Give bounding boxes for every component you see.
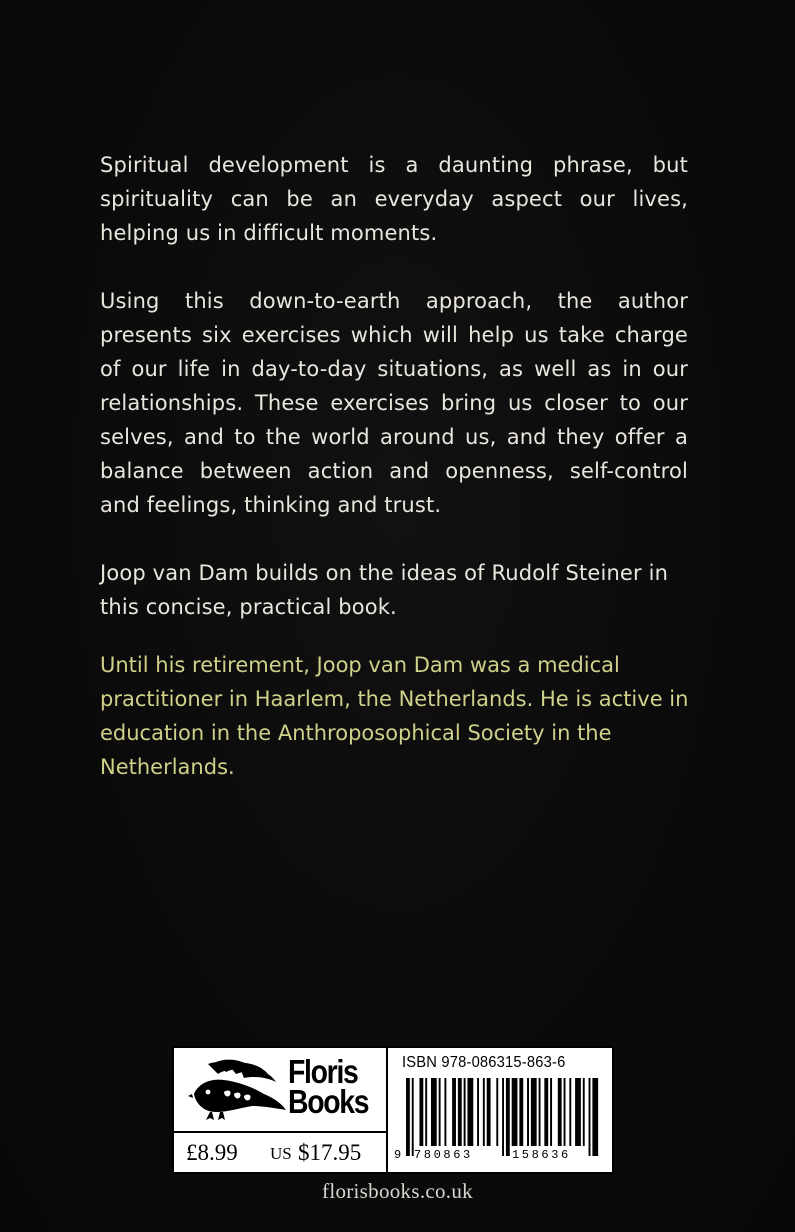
barcode-bar xyxy=(506,1078,510,1156)
price-box xyxy=(174,1133,388,1172)
publisher-panel xyxy=(172,1046,614,1174)
dove-logo-icon xyxy=(188,1058,288,1122)
barcode-bar xyxy=(550,1078,552,1146)
barcode-bar xyxy=(558,1078,562,1146)
barcode-bar xyxy=(483,1078,485,1146)
barcode-bar xyxy=(458,1078,462,1146)
blurb-paragraph-2: Using this down-to-earth approach, the author presents six exercises which will help us take charge of our life in day-to-day situations, as well as in our relationships. These exercises bring us closer to our selves, and to the world around us, and they offer a balance between action and openness, self-control and feelings, thinking and trust. xyxy=(100,289,688,517)
price-usd: $17.95 xyxy=(298,1140,362,1165)
barcode-bar xyxy=(431,1078,437,1146)
price-us-label: US xyxy=(270,1144,292,1163)
barcode-bar xyxy=(539,1078,541,1146)
isbn-number: ISBN 978-086315-863-6 xyxy=(402,1054,566,1071)
barcode-bar xyxy=(444,1078,446,1146)
blurb-paragraph-3: Joop van Dam builds on the ideas of Rudolf Steiner in this concise, practical book. xyxy=(100,561,669,619)
barcode-icon xyxy=(406,1078,602,1156)
publisher-logo-text xyxy=(288,1053,369,1120)
barcode-bar xyxy=(464,1078,466,1146)
barcode-bar xyxy=(487,1078,491,1146)
barcode-bar xyxy=(589,1078,591,1156)
barcode-bar xyxy=(544,1078,548,1146)
barcode-bar xyxy=(467,1078,473,1146)
barcode-bar xyxy=(406,1078,410,1156)
barcode-bar xyxy=(519,1078,523,1146)
publisher-website: florisbooks.co.uk xyxy=(322,1179,473,1203)
author-bio: Until his retirement, Joop van Dam was a medical practitioner in Haarlem, the Netherlands. He is active in education in the Anthroposophical Society in the Netherlands. xyxy=(100,653,689,779)
barcode-first-digit: 9 xyxy=(394,1148,402,1162)
barcode-bar xyxy=(412,1078,414,1156)
barcode-bar xyxy=(496,1078,498,1146)
barcode-bar xyxy=(527,1078,529,1146)
publisher-logo xyxy=(174,1048,388,1133)
barcode-bar xyxy=(419,1078,423,1146)
price-gbp: £8.99 xyxy=(186,1140,238,1165)
barcode-box xyxy=(388,1048,612,1172)
barcode-bar xyxy=(439,1078,441,1146)
barcode-bar xyxy=(425,1078,427,1146)
logo-line-2: Books xyxy=(288,1083,369,1120)
barcode-bar xyxy=(564,1078,566,1146)
barcode-bar xyxy=(583,1078,585,1146)
barcode-left-group: 780863 xyxy=(414,1148,473,1162)
barcode-bar xyxy=(502,1078,504,1156)
blurb-paragraph-1: Spiritual development is a daunting phrase, but spirituality can be an everyday aspect our lives, helping us in difficult moments. xyxy=(100,153,688,245)
barcode-bar xyxy=(569,1078,571,1146)
barcode-bar xyxy=(452,1078,456,1146)
barcode-bar xyxy=(575,1078,581,1146)
logo-line-1: Floris xyxy=(288,1053,358,1090)
barcode-right-group: 158636 xyxy=(512,1148,571,1162)
blurb xyxy=(100,148,688,658)
barcode-bar xyxy=(531,1078,537,1146)
barcode-bar xyxy=(592,1078,598,1156)
barcode-bar xyxy=(477,1078,479,1146)
barcode-bar xyxy=(512,1078,518,1146)
